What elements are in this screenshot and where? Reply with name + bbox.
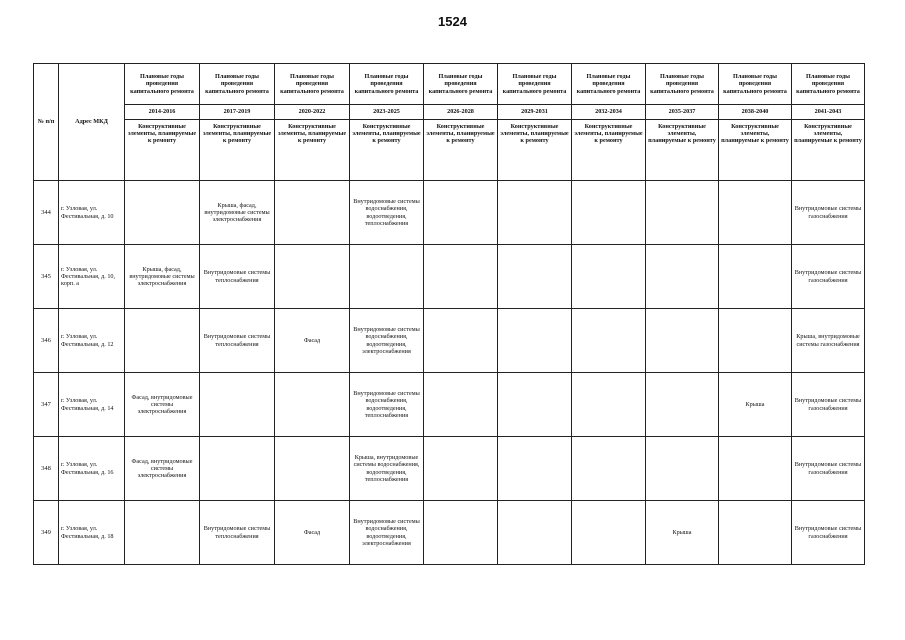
- table-row: [34, 181, 865, 245]
- repair-elements-cell: Фасад: [275, 501, 350, 565]
- repair-elements-cell: Внутридомовые системы теплоснабжения: [200, 309, 275, 373]
- period-years: 2038-2040: [719, 105, 792, 120]
- repair-elements-cell: Внутридомовые системы газоснабжения: [792, 437, 865, 501]
- capital-repair-table: [33, 63, 865, 565]
- period-years: 2041-2043: [792, 105, 865, 120]
- period-header: Плановые годы проведения капитального ремонта: [200, 64, 275, 105]
- repair-elements-cell: Внутридомовые системы газоснабжения: [792, 181, 865, 245]
- row-address: г. Узловая, ул. Фестивальная, д. 16: [59, 437, 125, 501]
- repair-elements-cell: [719, 181, 792, 245]
- repair-elements-cell: [646, 181, 719, 245]
- period-years: 2017-2019: [200, 105, 275, 120]
- repair-elements-cell: [719, 245, 792, 309]
- period-years: 2023-2025: [350, 105, 424, 120]
- repair-elements-cell: [572, 501, 646, 565]
- period-header: Плановые годы проведения капитального ремонта: [424, 64, 498, 105]
- repair-elements-cell: Фасад, внутридомовые системы электроснабжения: [125, 437, 200, 501]
- period-years: 2020-2022: [275, 105, 350, 120]
- repair-elements-cell: Внутридомовые системы водоснабжения, водоотведения, электроснабжения: [350, 501, 424, 565]
- col-address-header: Адрес МКД: [59, 64, 125, 181]
- table-row: [34, 309, 865, 373]
- period-header: Плановые годы проведения капитального ремонта: [719, 64, 792, 105]
- repair-elements-cell: Крыша: [646, 501, 719, 565]
- repair-elements-cell: [646, 373, 719, 437]
- repair-elements-cell: [719, 437, 792, 501]
- elements-subheader: Конструктивные элементы, планируемые к ремонту: [792, 120, 865, 181]
- table-row: [34, 373, 865, 437]
- repair-elements-cell: Внутридомовые системы газоснабжения: [792, 373, 865, 437]
- period-header: Плановые годы проведения капитального ремонта: [572, 64, 646, 105]
- elements-subheader: Конструктивные элементы, планируемые к ремонту: [498, 120, 572, 181]
- repair-elements-cell: [125, 501, 200, 565]
- repair-elements-cell: [424, 309, 498, 373]
- period-header: Плановые годы проведения капитального ремонта: [792, 64, 865, 105]
- repair-elements-cell: [424, 373, 498, 437]
- table-row: [34, 501, 865, 565]
- row-number: 348: [34, 437, 59, 501]
- repair-elements-cell: [572, 245, 646, 309]
- repair-elements-cell: [498, 181, 572, 245]
- period-header: Плановые годы проведения капитального ремонта: [350, 64, 424, 105]
- period-years: 2026-2028: [424, 105, 498, 120]
- repair-elements-cell: Внутридомовые системы газоснабжения: [792, 501, 865, 565]
- repair-elements-cell: [498, 373, 572, 437]
- row-address: г. Узловая, ул. Фестивальная, д. 12: [59, 309, 125, 373]
- repair-elements-cell: Фасад: [275, 309, 350, 373]
- row-number: 346: [34, 309, 59, 373]
- repair-elements-cell: [275, 245, 350, 309]
- repair-elements-cell: [572, 181, 646, 245]
- repair-elements-cell: [424, 181, 498, 245]
- repair-elements-cell: [572, 437, 646, 501]
- elements-subheader: Конструктивные элементы, планируемые к ремонту: [275, 120, 350, 181]
- period-header: Плановые годы проведения капитального ремонта: [646, 64, 719, 105]
- repair-elements-cell: [350, 245, 424, 309]
- repair-elements-cell: [646, 437, 719, 501]
- table-row: [34, 245, 865, 309]
- elements-subheader: Конструктивные элементы, планируемые к ремонту: [719, 120, 792, 181]
- repair-elements-cell: Внутридомовые системы газоснабжения: [792, 245, 865, 309]
- page-number: 1524: [438, 14, 467, 29]
- repair-elements-cell: [275, 437, 350, 501]
- repair-elements-cell: [125, 181, 200, 245]
- table-row: [34, 437, 865, 501]
- repair-elements-cell: [424, 501, 498, 565]
- repair-elements-cell: Внутридомовые системы водоснабжения, водоотведения, электроснабжения: [350, 309, 424, 373]
- elements-subheader: Конструктивные элементы, планируемые к ремонту: [424, 120, 498, 181]
- repair-elements-cell: Внутридомовые системы водоснабжения, водоотведения, теплоснабжения: [350, 181, 424, 245]
- row-number: 345: [34, 245, 59, 309]
- repair-elements-cell: [125, 309, 200, 373]
- row-address: г. Узловая, ул. Фестивальная, д. 18: [59, 501, 125, 565]
- repair-elements-cell: [646, 245, 719, 309]
- row-number: 344: [34, 181, 59, 245]
- elements-subheader: Конструктивные элементы, планируемые к ремонту: [200, 120, 275, 181]
- repair-elements-cell: [498, 437, 572, 501]
- repair-elements-cell: [200, 373, 275, 437]
- row-number: 347: [34, 373, 59, 437]
- repair-elements-cell: Внутридомовые системы теплоснабжения: [200, 245, 275, 309]
- row-address: г. Узловая, ул. Фестивальная, д. 14: [59, 373, 125, 437]
- elements-subheader: Конструктивные элементы, планируемые к ремонту: [350, 120, 424, 181]
- elements-subheader: Конструктивные элементы, планируемые к ремонту: [572, 120, 646, 181]
- period-header: Плановые годы проведения капитального ремонта: [125, 64, 200, 105]
- row-address: г. Узловая, ул. Фестивальная, д. 10: [59, 181, 125, 245]
- repair-elements-cell: Крыша: [719, 373, 792, 437]
- period-years: 2014-2016: [125, 105, 200, 120]
- repair-elements-cell: [424, 437, 498, 501]
- repair-elements-cell: Крыша, фасад, внутридомовые системы электроснабжения: [200, 181, 275, 245]
- row-number: 349: [34, 501, 59, 565]
- elements-subheader: Конструктивные элементы, планируемые к ремонту: [646, 120, 719, 181]
- repair-elements-cell: [275, 181, 350, 245]
- repair-elements-cell: Внутридомовые системы водоснабжения, водоотведения, теплоснабжения: [350, 373, 424, 437]
- repair-elements-cell: [275, 373, 350, 437]
- repair-elements-cell: [498, 309, 572, 373]
- period-header: Плановые годы проведения капитального ремонта: [275, 64, 350, 105]
- period-years: 2035-2037: [646, 105, 719, 120]
- period-years: 2032-2034: [572, 105, 646, 120]
- repair-elements-cell: Внутридомовые системы теплоснабжения: [200, 501, 275, 565]
- period-years: 2029-2031: [498, 105, 572, 120]
- repair-elements-cell: [719, 309, 792, 373]
- repair-elements-cell: [200, 437, 275, 501]
- repair-elements-cell: [719, 501, 792, 565]
- repair-elements-cell: Фасад, внутридомовые системы электроснабжения: [125, 373, 200, 437]
- repair-elements-cell: [572, 373, 646, 437]
- repair-elements-cell: [424, 245, 498, 309]
- repair-elements-cell: Крыша, фасад, внутридомовые системы электроснабжения: [125, 245, 200, 309]
- repair-elements-cell: [646, 309, 719, 373]
- repair-elements-cell: [498, 501, 572, 565]
- repair-elements-cell: Крыша, внутридомовые системы водоснабжения, водоотведения, теплоснабжения: [350, 437, 424, 501]
- row-address: г. Узловая, ул. Фестивальная, д. 10, корп. а: [59, 245, 125, 309]
- repair-elements-cell: [572, 309, 646, 373]
- repair-elements-cell: [498, 245, 572, 309]
- elements-subheader: Конструктивные элементы, планируемые к ремонту: [125, 120, 200, 181]
- col-num-header: № п/п: [34, 64, 59, 181]
- period-header: Плановые годы проведения капитального ремонта: [498, 64, 572, 105]
- repair-elements-cell: Крыша, внутридомовые системы газоснабжения: [792, 309, 865, 373]
